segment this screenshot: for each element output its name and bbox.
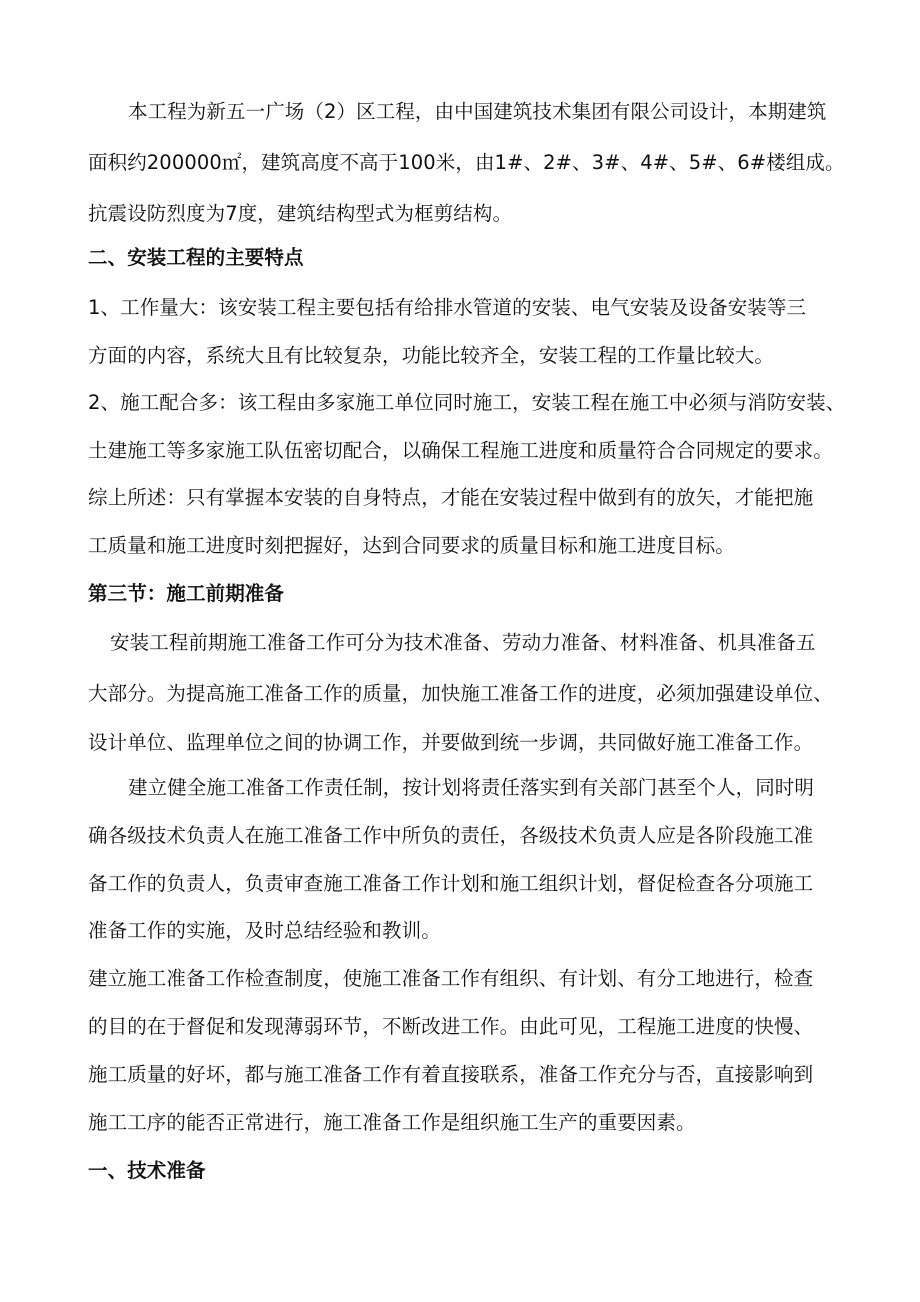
section-heading: 一、技术准备: [88, 1159, 206, 1182]
text-line: 的目的在于督促和发现薄弱环节，不断改进工作。由此可见，工程施工进度的快慢、: [88, 1015, 814, 1038]
section-heading: 二、安装工程的主要特点: [88, 246, 304, 269]
section-heading: 第三节：施工前期准备: [88, 582, 285, 605]
text-line: 本工程为新五一广场（2）区工程，由中国建筑技术集团有限公司设计，本期建筑: [128, 100, 827, 123]
text-line: 安装工程前期施工准备工作可分为技术准备、劳动力准备、材料准备、机具准备五: [110, 631, 816, 654]
text-line: 大部分。为提高施工准备工作的质量，加快施工准备工作的进度，必须加强建设单位、: [88, 682, 833, 705]
text-line: 2、施工配合多：该工程由多家施工单位同时施工，安装工程在施工中必须与消防安装、: [88, 391, 846, 414]
text-line: 设计单位、监理单位之间的协调工作，并要做到统一步调，共同做好施工准备工作。: [88, 731, 814, 754]
text-line: 备工作的负责人，负责审查施工准备工作计划和施工组织计划，督促检查各分项施工: [88, 872, 814, 895]
text-line: 建立施工准备工作检查制度，使施工准备工作有组织、有计划、有分工地进行，检查: [88, 967, 814, 990]
text-line: 准备工作的实施，及时总结经验和教训。: [88, 919, 441, 942]
text-line: 综上所述：只有掌握本安装的自身特点，才能在安装过程中做到有的放矢，才能把施: [88, 486, 814, 509]
text-line: 工质量和施工进度时刻把握好，达到合同要求的质量目标和施工进度目标。: [88, 534, 735, 557]
text-line: 建立健全施工准备工作责任制，按计划将责任落实到有关部门甚至个人，同时明: [128, 776, 815, 799]
text-line: 土建施工等多家施工队伍密切配合，以确保工程施工进度和质量符合合同规定的要求。: [88, 439, 833, 462]
text-line: 1、工作量大：该安装工程主要包括有给排水管道的安装、电气安装及设备安装等三: [88, 296, 807, 319]
text-line: 施工工序的能否正常进行，施工准备工作是组织施工生产的重要因素。: [88, 1111, 696, 1134]
text-line: 施工质量的好坏，都与施工准备工作有着直接联系，准备工作充分与否，直接影响到: [88, 1063, 814, 1086]
text-line: 方面的内容，系统大且有比较复杂，功能比较齐全，安装工程的工作量比较大。: [88, 344, 775, 367]
text-line: 面积约200000㎡，建筑高度不高于100米，由1#、2#、3#、4#、5#、6#楼组成。: [88, 151, 845, 174]
text-line: 抗震设防烈度为7度，建筑结构型式为框剪结构。: [88, 202, 513, 225]
text-line: 确各级技术负责人在施工准备工作中所负的责任，各级技术负责人应是各阶段施工准: [88, 824, 814, 847]
